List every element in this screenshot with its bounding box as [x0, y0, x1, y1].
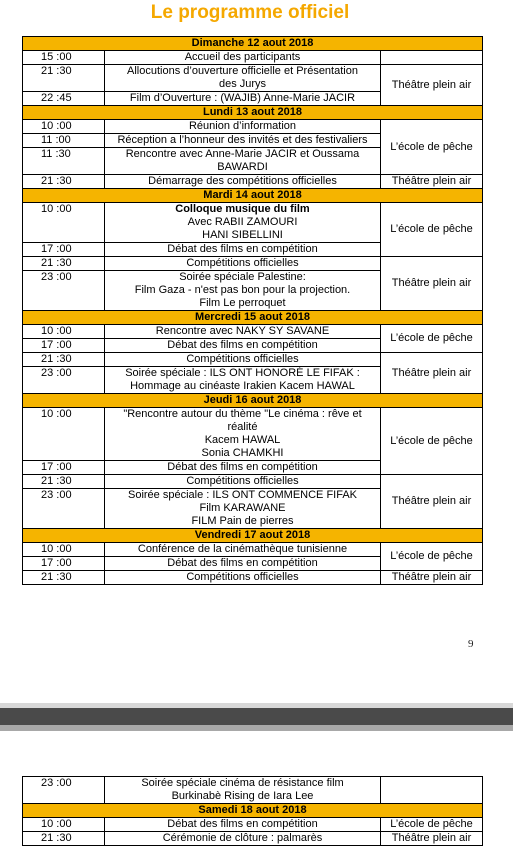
schedule-row	[23, 175, 483, 189]
event-time: 10 :00	[23, 120, 105, 134]
event-line: Compétitions officielles	[186, 257, 299, 269]
event-line: Compétitions officielles	[186, 475, 299, 487]
event-time: 11 :00	[23, 134, 105, 148]
event-line: Débat des films en compétition	[167, 339, 318, 351]
schedule-row	[23, 818, 483, 832]
event-line: Réunion d’information	[188, 120, 296, 132]
day-header: Mercredi 15 aout 2018	[23, 311, 483, 325]
event-line: Film d’Ouverture : (WAJIB) Anne-Marie JACIR	[129, 92, 356, 104]
event-time: 21 :30	[23, 65, 105, 92]
event-location: L’école de pêche	[381, 325, 483, 353]
event-line: "Rencontre autour du thème "Le cinéma : rêve et réalité	[123, 408, 362, 433]
event-time: 10 :00	[23, 203, 105, 243]
event-description	[105, 134, 381, 148]
event-description	[105, 325, 381, 339]
schedule-row	[23, 353, 483, 367]
event-line: Accueil des participants	[184, 51, 301, 63]
event-description	[105, 408, 381, 461]
event-line: Soirée spéciale : ILS ONT HONORÉ LE FIFAK :	[125, 367, 360, 379]
event-description	[105, 148, 381, 175]
day-header: Vendredi 17 aout 2018	[23, 529, 483, 543]
day-header-row	[23, 804, 483, 818]
event-description	[105, 571, 381, 585]
day-header-row	[23, 189, 483, 203]
event-line: Avec RABII ZAMOURI	[187, 216, 298, 228]
event-line: Cérémonie de clôture : palmarès	[162, 832, 323, 844]
schedule-row	[23, 475, 483, 489]
event-description	[105, 832, 381, 846]
day-header: Samedi 18 aout 2018	[23, 804, 483, 818]
event-description	[105, 489, 381, 529]
event-line: Hommage au cinéaste Irakien Kacem HAWAL	[130, 380, 355, 392]
event-line: HANI SIBELLINI	[202, 229, 283, 241]
event-location: Théâtre plein air	[381, 832, 483, 846]
event-description	[105, 243, 381, 257]
event-description	[105, 339, 381, 353]
event-time: 21 :30	[23, 257, 105, 271]
event-line: Démarrage des compétitions officielles	[148, 175, 337, 187]
event-line: Soirée spéciale Palestine:	[179, 271, 306, 283]
event-line: Film Le perroquet	[199, 297, 286, 309]
event-location: Théâtre plein air	[381, 65, 483, 106]
event-line: Soirée spéciale cinéma de résistance film	[141, 777, 344, 789]
event-location: Théâtre plein air	[381, 353, 483, 394]
event-time: 21 :30	[23, 475, 105, 489]
event-description	[105, 65, 381, 92]
event-location: Théâtre plein air	[381, 475, 483, 529]
schedule-row	[23, 408, 483, 461]
event-line: Film KARAWANE	[199, 502, 286, 514]
event-time: 23 :00	[23, 367, 105, 394]
schedule-row	[23, 325, 483, 339]
day-header: Jeudi 16 aout 2018	[23, 394, 483, 408]
day-header: Dimanche 12 aout 2018	[23, 37, 483, 51]
event-description	[105, 271, 381, 311]
event-line: Burkinabè Rising de Iara Lee	[171, 790, 314, 802]
day-header-row	[23, 106, 483, 120]
event-time: 10 :00	[23, 325, 105, 339]
event-location: L’école de pêche	[381, 818, 483, 832]
event-description	[105, 353, 381, 367]
event-time: 10 :00	[23, 818, 105, 832]
schedule-row	[23, 51, 483, 65]
event-line: des Jurys	[218, 78, 267, 90]
page-number: 9	[468, 638, 474, 650]
event-line: Colloque musique du film	[175, 203, 310, 215]
event-description	[105, 367, 381, 394]
event-line: Allocutions d’ouverture officielle et Présentation	[127, 65, 358, 77]
event-line: Débat des films en compétition	[167, 818, 318, 830]
day-header-row	[23, 394, 483, 408]
day-header: Mardi 14 aout 2018	[23, 189, 483, 203]
event-time: 21 :30	[23, 175, 105, 189]
event-description	[105, 120, 381, 134]
event-time: 23 :00	[23, 489, 105, 529]
event-description	[105, 777, 381, 804]
day-header-row	[23, 37, 483, 51]
event-location	[381, 777, 483, 804]
event-time: 21 :30	[23, 353, 105, 367]
schedule-row	[23, 257, 483, 271]
day-header: Lundi 13 aout 2018	[23, 106, 483, 120]
event-line: Kacem HAWAL	[204, 434, 281, 446]
event-time: 10 :00	[23, 543, 105, 557]
event-location	[381, 51, 483, 65]
event-line: Compétitions officielles	[186, 571, 299, 583]
schedule-table	[22, 36, 483, 585]
schedule-row	[23, 65, 483, 92]
event-description	[105, 557, 381, 571]
event-description	[105, 543, 381, 557]
schedule-row	[23, 832, 483, 846]
event-location: L’école de pêche	[381, 203, 483, 257]
event-location: Théâtre plein air	[381, 571, 483, 585]
event-line: Débat des films en compétition	[167, 461, 318, 473]
event-description	[105, 175, 381, 189]
page-title: Le programme officiel	[150, 2, 350, 23]
event-description	[105, 818, 381, 832]
event-time: 17 :00	[23, 339, 105, 353]
event-line: Compétitions officielles	[186, 353, 299, 365]
schedule-row	[23, 777, 483, 804]
event-time: 17 :00	[23, 461, 105, 475]
event-line: Réception a l’honneur des invités et des festivaliers	[117, 134, 368, 146]
event-line: Rencontre avec NAKY SY SAVANE	[155, 325, 330, 337]
event-line: Rencontre avec Anne-Marie JACIR et Oussama	[125, 148, 360, 160]
schedule-table-continued	[22, 776, 483, 846]
event-description	[105, 92, 381, 106]
schedule-row	[23, 571, 483, 585]
event-location: Théâtre plein air	[381, 257, 483, 311]
event-line: Sonia CHAMKHI	[201, 447, 284, 459]
event-line: Conférence de la cinémathèque tunisienne	[137, 543, 348, 555]
event-time: 10 :00	[23, 408, 105, 461]
event-description	[105, 475, 381, 489]
event-location: L’école de pêche	[381, 120, 483, 175]
schedule-row	[23, 120, 483, 134]
event-description	[105, 203, 381, 243]
event-time: 11 :30	[23, 148, 105, 175]
event-description	[105, 257, 381, 271]
day-header-row	[23, 529, 483, 543]
event-line: FILM Pain de pierres	[191, 515, 294, 527]
event-time: 15 :00	[23, 51, 105, 65]
event-time: 17 :00	[23, 243, 105, 257]
page-separator	[0, 681, 513, 753]
event-line: Soirée spéciale : ILS ONT COMMENCE FIFAK	[127, 489, 358, 501]
event-time: 23 :00	[23, 777, 105, 804]
event-time: 17 :00	[23, 557, 105, 571]
event-line: Débat des films en compétition	[167, 243, 318, 255]
event-location: L’école de pêche	[381, 408, 483, 475]
event-line: Débat des films en compétition	[167, 557, 318, 569]
event-time: 21 :30	[23, 832, 105, 846]
schedule-row	[23, 543, 483, 557]
event-time: 21 :30	[23, 571, 105, 585]
event-description	[105, 461, 381, 475]
schedule-row	[23, 203, 483, 243]
event-line: Film Gaza - n'est pas bon pour la projection.	[134, 284, 351, 296]
event-line: BAWARDI	[217, 161, 268, 173]
event-time: 23 :00	[23, 271, 105, 311]
event-location: Théâtre plein air	[381, 175, 483, 189]
event-description	[105, 51, 381, 65]
event-location: L’école de pêche	[381, 543, 483, 571]
day-header-row	[23, 311, 483, 325]
event-time: 22 :45	[23, 92, 105, 106]
